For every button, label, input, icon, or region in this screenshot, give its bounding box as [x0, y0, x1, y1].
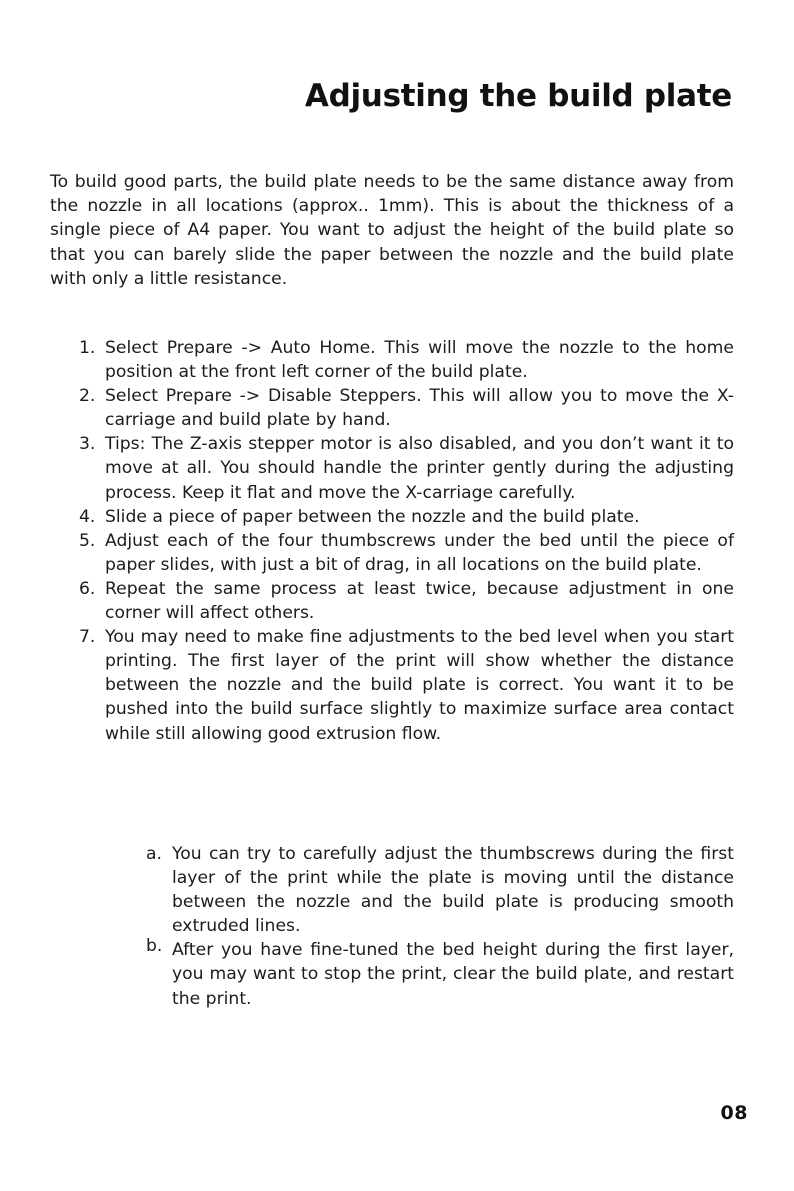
step-text: You may need to make fine adjustments to the bed level when you start printing. The first layer of the print will show whether the distance between the nozzle and the build plate is correct. You want it to be pushed into the build surface slightly to maximize surface area contact while still allowing good extrusion flow. — [105, 627, 734, 744]
step-number: 2. — [79, 386, 96, 407]
step-text: Repeat the same process at least twice, because adjustment in one corner will affect others. — [105, 578, 734, 624]
steps-list — [79, 336, 734, 746]
page-title: Adjusting the build plate — [304, 78, 732, 114]
step-text: Slide a piece of paper between the nozzle and the build plate. — [105, 506, 640, 527]
step-number: 7. — [79, 627, 96, 648]
list-item — [146, 936, 734, 1010]
step-number: 6. — [79, 578, 96, 599]
list-item — [79, 625, 734, 745]
substeps-list — [146, 842, 734, 1011]
step-number: 4. — [79, 506, 96, 527]
step-text: Adjust each of the four thumbscrews under the bed until the piece of paper slides, with just a bit of drag, in all locations on the build plate. — [105, 530, 734, 575]
page-number: 08 — [720, 1102, 748, 1124]
substep-text: You can try to carefully adjust the thumbscrews during the first layer of the print while the plate is moving until the distance between the nozzle and the build plate is producing smooth extruded lines. — [172, 844, 734, 937]
step-text: Select Prepare -> Disable Steppers. This will allow you to move the X-carriage and build plate by hand. — [105, 386, 734, 431]
substep-letter: b. — [146, 936, 163, 957]
list-item — [79, 529, 734, 577]
step-number: 1. — [79, 338, 96, 358]
substep-text: After you have fine-tuned the bed height during the first layer, you may want to stop the print, clear the build plate, and restart the print. — [172, 940, 734, 1009]
list-item — [79, 505, 734, 529]
step-text: Select Prepare -> Auto Home. This will move the nozzle to the home position at the front left corner of the build plate. — [105, 338, 734, 383]
list-item — [146, 842, 734, 938]
list-item — [79, 336, 734, 384]
list-item — [79, 384, 734, 432]
list-item — [79, 577, 734, 625]
step-number: 3. — [79, 434, 96, 455]
intro-paragraph: To build good parts, the build plate needs to be the same distance away from the nozzle in all locations (approx.. 1mm). This is about the thickness of a single piece of A4 paper. You want to adjust the height of the build plate so that you can barely slide the paper between the nozzle and the build plate with only a little resistance. — [50, 172, 734, 289]
step-text: Tips: The Z-axis stepper motor is also disabled, and you don’t want it to move at all. You should handle the printer gently during the adjusting process. Keep it flat and move the X-carriage carefully. — [105, 434, 734, 503]
list-item — [79, 432, 734, 504]
step-number: 5. — [79, 530, 96, 551]
substep-letter: a. — [146, 844, 162, 864]
